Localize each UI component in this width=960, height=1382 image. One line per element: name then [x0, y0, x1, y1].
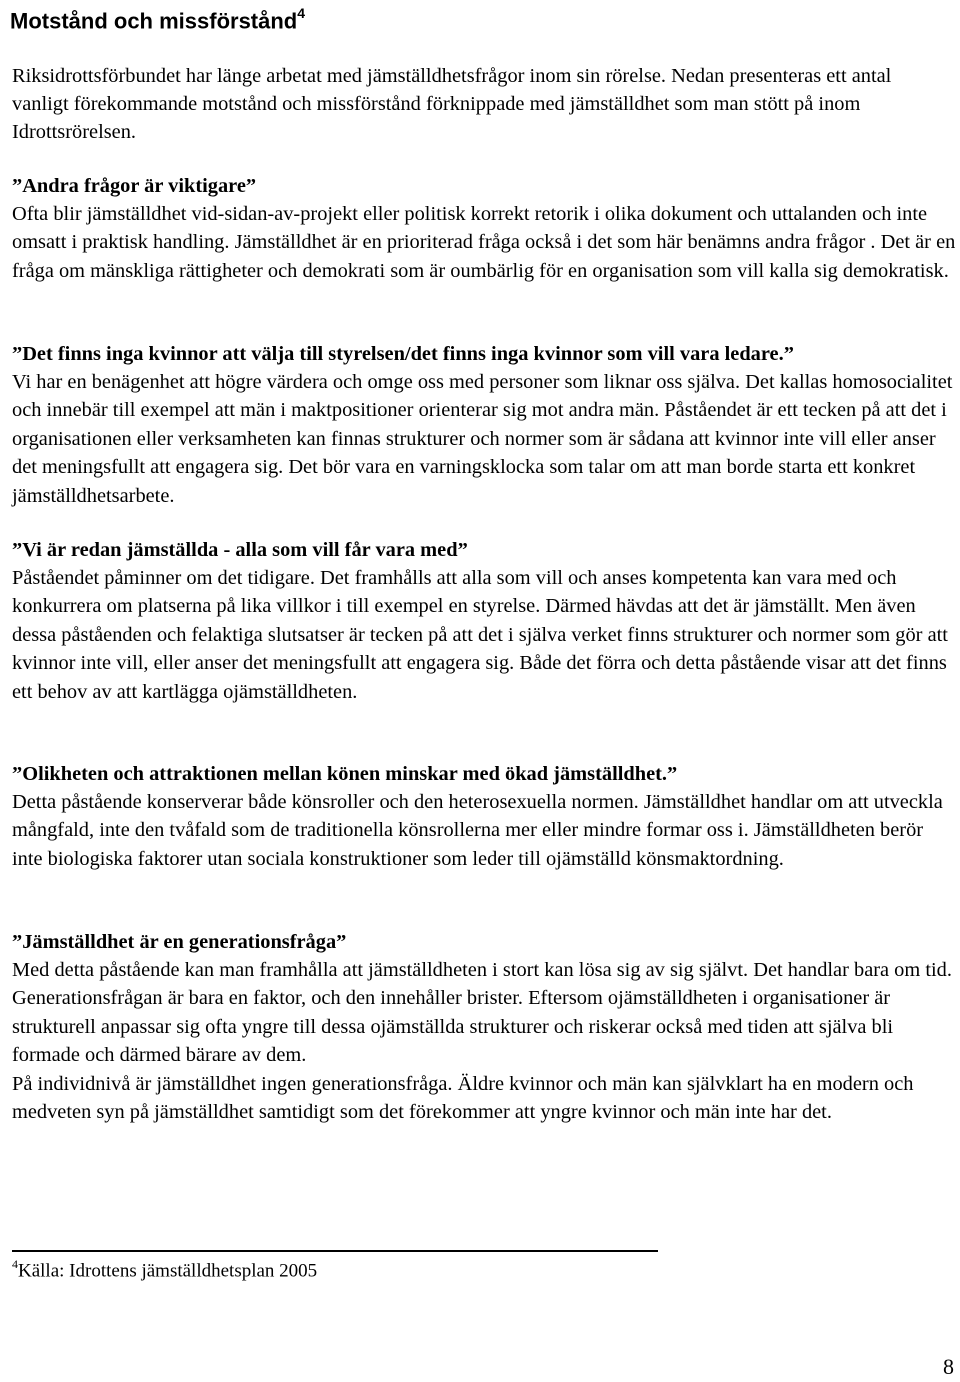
section-body — [12, 564, 956, 706]
section-paragraph: På individnivå är jämställdhet ingen generationsfråga. Äldre kvinnor och män kan självklart ha en modern och medveten syn på jämställdhet samtidigt som det förekommer att yngre kvinnor och män inte har det. — [12, 1072, 914, 1124]
section-heading: ”Det finns inga kvinnor att välja till styrelsen/det finns inga kvinnor som vill vara ledare.” — [12, 343, 794, 365]
section-generationsfraga — [12, 928, 956, 1126]
section-body — [12, 368, 956, 510]
section-paragraph: Detta påstående konserverar både könsroller och den heterosexuella normen. Jämställdhet handlar om att utveckla mångfald, inte den tvåfald som de traditionella könsrollerna mer eller mindre formar oss i. Jämställdheten berör inte biologiska faktorer utan sociala konstruktioner som leder till ojämställd könsmaktordning. — [12, 791, 943, 870]
section-body — [12, 956, 956, 1126]
page-number: 8 — [943, 1354, 954, 1379]
section-olikheten — [12, 760, 956, 873]
section-andra-fragor — [12, 172, 956, 285]
intro-paragraph: Riksidrottsförbundet har länge arbetat med jämställdhetsfrågor inom sin rörelse. Nedan presenteras ett antal vanligt förekommande motstånd och missförstånd förknippade med jämställdhet som man stött på inom Idrottsrörelsen. — [12, 65, 892, 143]
section-heading: ”Vi är redan jämställda - alla som vill får vara med” — [12, 539, 468, 561]
section-paragraph: Vi har en benägenhet att högre värdera och omge oss med personer som liknar oss själva. Det kallas homosocialitet och innebär till exempel att män i maktpositioner orienterar sig mot andra män. Påståendet är ett tecken på att det i organisationen eller verksamheten kan finnas strukturer och normer som är sådana att kvinnor inte vill eller anser det meningsfullt att engagera sig. Det bör vara en varningsklocka som talar om att man borde starta ett konkret jämställdhetsarbete. — [12, 371, 953, 507]
footnote — [12, 1252, 317, 1284]
section-inga-kvinnor — [12, 340, 956, 510]
section-heading: ”Jämställdhet är en generationsfråga” — [12, 931, 347, 953]
footnote-number: 4 — [12, 1257, 18, 1271]
section-body — [12, 200, 956, 285]
section-paragraph: Med detta påstående kan man framhålla att jämställdheten i stort kan lösa sig av sig självt. Det handlar bara om tid. Generationsfrågan är bara en faktor, och den innehåller brister. Eftersom ojämställdheten i organisationer är strukturell anpassar sig ofta yngre till dessa ojämställda strukturer och riskerar också med tiden att själva bli formade och därmed bärare av dem. — [12, 959, 952, 1067]
footnote-text: Källa: Idrottens jämställdhetsplan 2005 — [18, 1260, 318, 1282]
section-paragraph: Ofta blir jämställdhet vid-sidan-av-projekt eller politisk korrekt retorik i olika dokument och uttalanden och inte omsatt i praktisk handling. Jämställdhet är en prioriterad fråga också i det som här benämns andra frågor . Det är en fråga om mänskliga rättigheter och demokrati som är oumbärlig för en organisation som vill kalla sig demokratisk. — [12, 203, 956, 282]
section-heading: ”Olikheten och attraktionen mellan könen minskar med ökad jämställdhet.” — [12, 763, 678, 785]
title-footnote-ref: 4 — [297, 5, 306, 21]
page-title — [10, 0, 305, 36]
section-redan-jamstallda — [12, 536, 956, 706]
page-title-text: Motstånd och missförstånd — [10, 8, 298, 34]
section-heading: ”Andra frågor är viktigare” — [12, 175, 257, 197]
section-body — [12, 788, 956, 873]
section-paragraph: Påståendet påminner om det tidigare. Det framhålls att alla som vill och anses kompetenta kan vara med och konkurrera om platserna på lika villkor i till exempel en styrelse. Därmed hävdas att det är jämställt. Men även dessa påståenden och felaktiga slutsatser är tecken på att det i själva verket finns strukturer och normer som gör att kvinnor inte vill, eller anser det meningsfullt att engagera sig. Både det förra och detta påstående visar att det finns ett behov av att kartlägga ojämställdheten. — [12, 567, 948, 703]
